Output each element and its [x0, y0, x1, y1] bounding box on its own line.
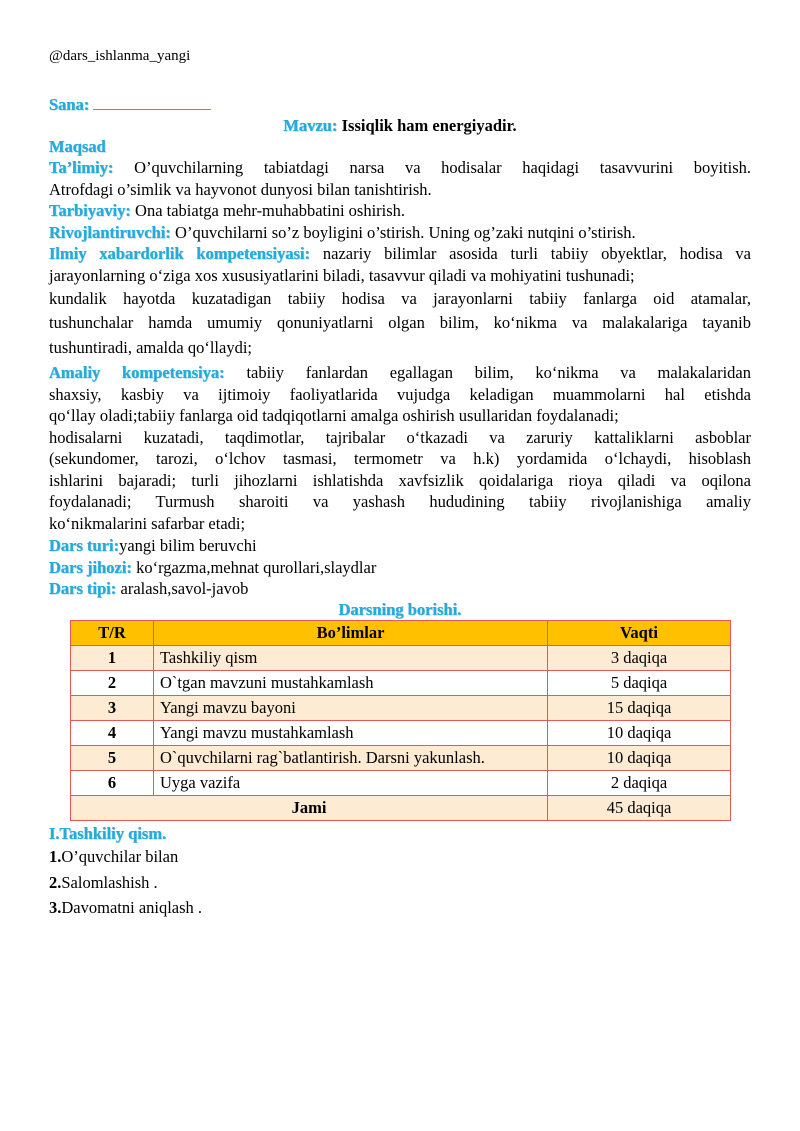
- row-time: 3 daqiqa: [548, 646, 731, 671]
- row-number: 4: [71, 721, 154, 746]
- borishi-title: Darsning borishi.: [338, 600, 462, 619]
- ilmiy-line-1: [49, 243, 751, 265]
- header-bolimlar: Bo’limlar: [154, 621, 548, 646]
- table-total-row: [71, 796, 731, 821]
- sana-label: Sana:: [49, 95, 90, 114]
- dars-jihozi-row: [49, 557, 751, 579]
- row-section: O`tgan mavzuni mustahkamlash: [154, 671, 548, 696]
- amaliy-text-2: shaxsiy, kasbiy va ijtimoiy faoliyatlarida vujudga keladigan muammolarni hal etishda: [49, 385, 751, 404]
- amaliy-text-4: hodisalarni kuzatadi, taqdimotlar, tajribalar o‘tkazadi va zaruriy kattaliklarni asboblar: [49, 428, 751, 447]
- talimiy-label: Ta’limiy:: [49, 158, 114, 177]
- ilmiy-label: Ilmiy xabardorlik kompetensiyasi:: [49, 244, 311, 263]
- amaliy-text-6: ishlarini bajaradi; turli jihozlarni ishlatishda xavfsizlik qoidalariga rioya qiladi va oqilona: [49, 471, 751, 490]
- maqsad-heading: [49, 136, 751, 158]
- tarbiyaviy-label: Tarbiyaviy:: [49, 201, 131, 220]
- header-tr: T/R: [71, 621, 154, 646]
- ilmiy-text-5: tushuntiradi, amalda qo‘llaydi;: [49, 338, 252, 357]
- row-section: O`quvchilarni rag`batlantirish. Darsni yakunlash.: [154, 746, 548, 771]
- table-row: [71, 696, 731, 721]
- tarbiyaviy-row: [49, 200, 751, 222]
- amaliy-text-8: ko‘nikmalarini safarbar etadi;: [49, 514, 246, 533]
- table-row: [71, 721, 731, 746]
- row-time: 5 daqiqa: [548, 671, 731, 696]
- dars-turi-label: Dars turi:: [49, 536, 120, 555]
- row-number: 1: [71, 646, 154, 671]
- amaliy-text-1: tabiiy fanlardan egallagan bilim, ko‘nikma va malakalaridan: [246, 363, 752, 382]
- ilmiy-text-4: tushunchalar hamda umumiy qonuniyatlarni olgan bilim, ko‘nikma va malakalariga tayanib: [49, 313, 751, 332]
- list-item: [49, 872, 751, 894]
- table-row: [71, 671, 731, 696]
- list-item: [49, 897, 751, 919]
- row-number: 6: [71, 771, 154, 796]
- header-vaqti: Vaqti: [548, 621, 731, 646]
- talimiy-text-1: O’quvchilarning tabiatdagi narsa va hodisalar haqidagi tasavvurini boyitish.: [134, 158, 751, 177]
- rivojlantiruvchi-text: O’quvchilarni so’z boyligini o’stirish. Uning og’zaki nutqini o’stirish.: [175, 223, 636, 242]
- row-section: Yangi mavzu bayoni: [154, 696, 548, 721]
- amaliy-text-3: qo‘llay oladi;tabiiy fanlarga oid tadqiqotlarni amalga oshirish usullaridan foydalanadi;: [49, 406, 619, 425]
- item-text: O’quvchilar bilan: [61, 847, 179, 866]
- amaliy-text-7: foydalanadi; Turmush sharoiti va yashash hududining tabiiy rivojlanishiga amaliy: [49, 492, 751, 511]
- list-item: [49, 846, 751, 868]
- dars-jihozi-label: Dars jihozi:: [49, 558, 132, 577]
- dars-tipi-text: aralash,savol-javob: [120, 579, 249, 598]
- sana-row: [49, 93, 751, 116]
- table-row: [71, 646, 731, 671]
- item-number: 2.: [49, 873, 62, 892]
- ilmiy-text-2: jarayonlarning o‘ziga xos xususiyatlarini biladi, tasavvur qiladi va mohiyatini tushunadi;: [49, 266, 635, 285]
- row-time: 15 daqiqa: [548, 696, 731, 721]
- amaliy-label: Amaliy kompetensiya:: [49, 363, 225, 382]
- rivojlantiruvchi-label: Rivojlantiruvchi:: [49, 223, 171, 242]
- dars-tipi-label: Dars tipi:: [49, 579, 117, 598]
- ilmiy-text-3: kundalik hayotda kuzatadigan tabiiy hodisa va jarayonlarni tabiiy fanlarga oid atamalar,: [49, 289, 751, 308]
- item-number: 1.: [49, 847, 62, 866]
- row-time: 10 daqiqa: [548, 746, 731, 771]
- talimiy-line-1: [49, 157, 751, 179]
- amaliy-text-5: (sekundomer, tarozi, o‘lchov tasmasi, termometr va h.k) yordamida o‘lchaydi, hisoblash: [49, 449, 751, 468]
- row-number: 2: [71, 671, 154, 696]
- row-number: 3: [71, 696, 154, 721]
- row-section: Tashkiliy qism: [154, 646, 548, 671]
- row-section: Yangi mavzu mustahkamlash: [154, 721, 548, 746]
- item-number: 3.: [49, 898, 62, 917]
- section1-title: I.Tashkiliy qism.: [49, 824, 167, 843]
- dars-turi-text: yangi bilim beruvchi: [119, 536, 257, 555]
- total-time: 45 daqiqa: [548, 796, 731, 821]
- section1-heading: [49, 823, 751, 845]
- channel-handle: @dars_ishlanma_yangi: [49, 48, 191, 64]
- table-row: [71, 746, 731, 771]
- amaliy-line-1: [49, 362, 751, 384]
- dars-turi-row: [49, 535, 751, 557]
- dars-jihozi-text: ko‘rgazma,mehnat qurollari,slaydlar: [136, 558, 377, 577]
- rivojlantiruvchi-row: [49, 222, 751, 244]
- ilmiy-text-1: nazariy bilimlar asosida turli tabiiy obyektlar, hodisa va: [322, 244, 751, 263]
- tarbiyaviy-text: Ona tabiatga mehr-muhabbatini oshirish.: [135, 201, 406, 220]
- mavzu-row: [49, 115, 751, 137]
- sana-blank: [93, 93, 211, 110]
- row-number: 5: [71, 746, 154, 771]
- maqsad-label: Maqsad: [49, 137, 106, 156]
- mavzu-label: Mavzu:: [283, 116, 338, 135]
- mavzu-title: Issiqlik ham energiyadir.: [341, 116, 517, 135]
- dars-tipi-row: [49, 578, 751, 600]
- row-section: Uyga vazifa: [154, 771, 548, 796]
- talimiy-text-2: Atrofdagi o’simlik va hayvonot dunyosi bilan tanishtirish.: [49, 180, 432, 199]
- lesson-plan-table: [70, 620, 731, 821]
- table-row: [71, 771, 731, 796]
- table-header-row: [71, 621, 731, 646]
- row-time: 2 daqiqa: [548, 771, 731, 796]
- total-label: Jami: [71, 796, 548, 821]
- item-text: Davomatni aniqlash .: [61, 898, 203, 917]
- row-time: 10 daqiqa: [548, 721, 731, 746]
- item-text: Salomlashish .: [61, 873, 158, 892]
- borishi-heading: [49, 599, 751, 621]
